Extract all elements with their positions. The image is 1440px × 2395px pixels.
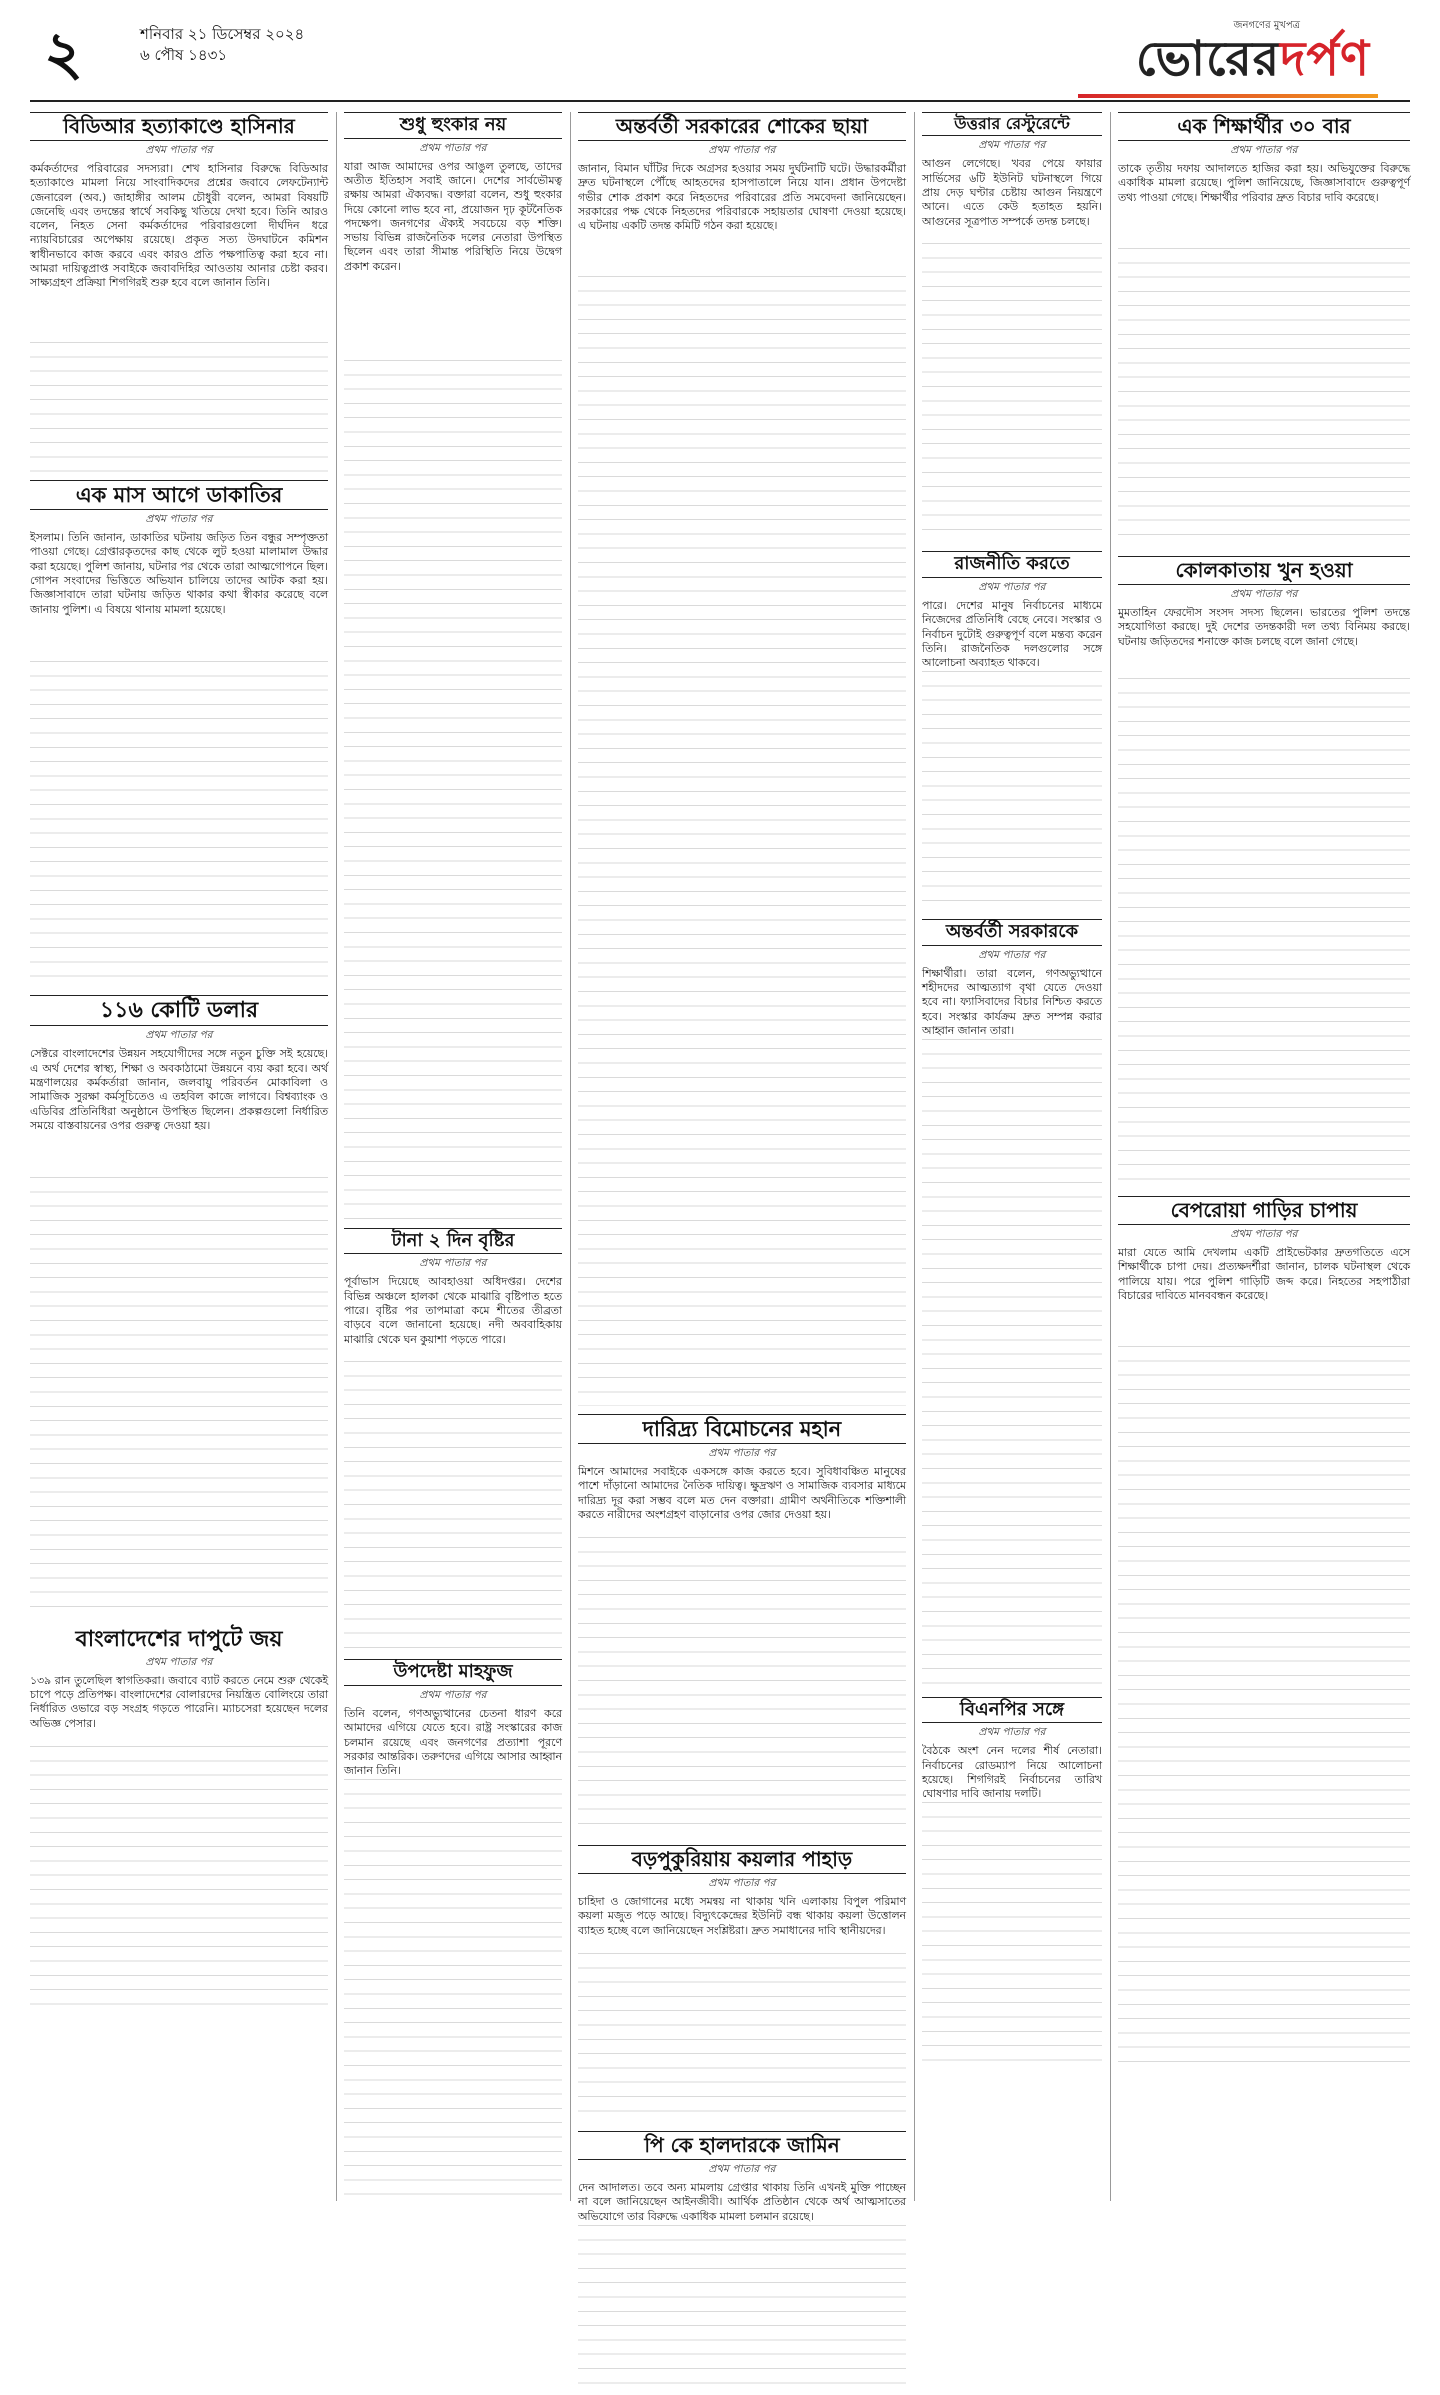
text-block	[922, 243, 1102, 543]
body-rain: পূর্বাভাস দিয়েছে আবহাওয়া অধিদপ্তর। দেশের বিভিন্ন অঞ্চলে হালকা থেকে মাঝারি বৃষ্টিপাত হতে পারে। বৃষ্টির পর তাপমাত্রা কমে শীতের তীব্রতা বাড়বে বলে জানানো হয়েছে। নদী অববাহিকায় মাঝারি থেকে ঘন কুয়াশা পড়তে পারে।	[344, 1275, 562, 1346]
jump-label: প্রথম পাতার পর	[1230, 588, 1298, 600]
masthead	[30, 10, 1410, 102]
column-divider	[336, 112, 337, 2201]
body-pk: দেন আদালত। তবে অন্য মামলায় গ্রেপ্তার থাকায় তিনি এখনই মুক্তি পাচ্ছেন না বলে জানিয়েছেন আইনজীবী। আর্থিক প্রতিষ্ঠান থেকে অর্থ আত্মসাতের অভিযোগে তার বিরুদ্ধে একাধিক মামলা চলমান রয়েছে।	[578, 2181, 906, 2223]
headline-hunkar: শুধু হুংকার নয়	[344, 112, 562, 139]
column-divider	[914, 112, 915, 2201]
column-4	[922, 112, 1102, 2201]
jump-label: প্রথম পাতার পর	[978, 1726, 1046, 1739]
jump-label: প্রথম পাতার পর	[419, 1689, 487, 1702]
headline-dakati: এক মাস আগে ডাকাতির	[30, 480, 328, 510]
body-shok: জানান, বিমান ঘাঁটির দিকে অগ্রসর হওয়ার সময় দুর্ঘটনাটি ঘটে। উদ্ধারকর্মীরা দ্রুত ঘটনাস্থলে পৌঁছে আহতদের হাসপাতালে নিয়ে যান। প্রধান উপদেষ্টা গভীর শোক প্রকাশ করে নিহতদের পরিবারের প্রতি সমবেদনা জানিয়েছেন। সরকারের পক্ষ থেকে নিহতদের পরিবারকে সহায়তার ঘোষণা দেওয়া হয়েছে। এ ঘটনায় একটি তদন্ত কমিটি গঠন করা হয়েছে।	[578, 162, 906, 233]
body-student: তাকে তৃতীয় দফায় আদালতে হাজির করা হয়। অভিযুক্তের বিরুদ্ধে একাধিক মামলা রয়েছে। পুলিশ জানিয়েছে, জিজ্ঞাসাবাদে গুরুত্বপূর্ণ তথ্য পাওয়া গেছে। শিক্ষার্থীর পরিবার দ্রুত বিচার দাবি করেছে।	[1118, 162, 1410, 204]
jump-label: প্রথম পাতার পর	[145, 144, 213, 156]
headline-car: বেপরোয়া গাড়ির চাপায়	[1118, 1196, 1410, 1225]
newspaper-logo	[1135, 18, 1370, 87]
headline-bdr: বিডিআর হত্যাকাণ্ডে হাসিনার	[30, 112, 328, 141]
article-restaurant	[922, 112, 1102, 543]
body-rajniti: পারে। দেশের মানুষ নির্বাচনের মাধ্যমে নিজেদের প্রতিনিধি বেছে নেবে। সংস্কার ও নির্বাচন দুটোই গুরুত্বপূর্ণ বলে মন্তব্য করেন তিনি। রাজনৈতিক দলগুলোর সঙ্গে আলোচনা অব্যাহত থাকবে।	[922, 599, 1102, 670]
body-cricket: ১৩৯ রান তুলেছিল স্বাগতিকরা। জবাবে ব্যাট করতে নেমে শুরু থেকেই চাপে পড়ে প্রতিপক্ষ। বাংলাদেশের বোলারদের নিয়ন্ত্রিত বোলিংয়ে তারা নির্ধারিত ওভারে বড় সংগ্রহ গড়তে পারেনি। ম্যাচসেরা হয়েছেন দলের অভিজ্ঞ পেসার।	[30, 1673, 328, 1730]
text-block	[30, 342, 328, 472]
column-3	[578, 112, 906, 2223]
article-cricket	[30, 1625, 328, 2005]
text-block	[922, 671, 1102, 911]
text-block	[578, 1537, 906, 1837]
body-restaurant: আগুন লেগেছে। খবর পেয়ে ফায়ার সার্ভিসের ৬টি ইউনিট ঘটনাস্থলে গিয়ে প্রায় দেড় ঘণ্টার চেষ্টায় আগুন নিয়ন্ত্রণে আনে। এতে কেউ হতাহত হয়নি। আগুনের সূত্রপাত সম্পর্কে তদন্ত চলছে।	[922, 157, 1102, 228]
text-block	[344, 1361, 562, 1651]
text-block	[30, 661, 328, 987]
headline-rajniti: রাজনীতি করতে	[922, 551, 1102, 578]
column-2	[344, 112, 562, 2201]
article-columns	[30, 112, 1410, 2223]
date-gregorian: শনিবার ২১ ডিসেম্বর ২০২৪	[140, 25, 305, 43]
text-block	[922, 1802, 1102, 2072]
text-block	[1118, 248, 1410, 548]
text-block	[344, 1779, 562, 2199]
headline-student: এক শিক্ষার্থীর ৩০ বার	[1118, 112, 1410, 141]
article-rajniti	[922, 551, 1102, 911]
logo-underline	[1078, 94, 1378, 98]
column-divider	[1110, 112, 1111, 2201]
body-kolkata: মুমতাহিন ফেরদৌস সংসদ সদস্য ছিলেন। ভারতের পুলিশ তদন্তে সহযোগিতা করছে। দুই দেশের তদন্তকারী দল তথ্য বিনিময় করছে। ঘটনায় জড়িতদের শনাক্তে কাজ চলছে বলে জানা গেছে।	[1118, 606, 1410, 648]
text-block	[30, 1746, 328, 2006]
headline-shok: অন্তর্বর্তী সরকারের শোকের ছায়া	[578, 112, 906, 141]
page-number: ২	[44, 19, 84, 89]
text-block	[344, 360, 562, 1220]
article-dollar	[30, 995, 328, 1617]
jump-label: প্রথম পাতার পর	[978, 139, 1046, 152]
text-block	[578, 276, 906, 1406]
logo-title	[1135, 31, 1370, 87]
headline-daridro: দারিদ্র্য বিমোচনের মহান	[578, 1414, 906, 1444]
date-bangla: ৬ পৌষ ১৪৩১	[140, 46, 228, 64]
jump-label: প্রথম পাতার পর	[419, 141, 487, 154]
text-block	[922, 1039, 1102, 1689]
jump-label: প্রথম পাতার পর	[419, 1257, 487, 1270]
article-sarkar	[922, 919, 1102, 1689]
logo-title-part2: দর্পণ	[1280, 31, 1370, 87]
body-bdr: কর্মকর্তাদের পরিবারের সদস্যরা। শেখ হাসিনার বিরুদ্ধে বিডিআর হত্যাকাণ্ডে মামলা নিয়ে সাংবাদিকদের প্রশ্নের জবাবে লেফটেন্যান্ট জেনারেল (অব.) জাহাঙ্গীর আলম চৌধুরী বলেন, আমরা বিষয়টি জেনেছি এবং তদন্তের স্বার্থে সবকিছু খতিয়ে দেখা হবে। তিনি আরও বলেন, নিহত সেনা কর্মকর্তাদের পরিবারগুলো দীর্ঘদিন ধরে ন্যায়বিচারের অপেক্ষায় রয়েছে। প্রকৃত সত্য উদঘাটনে কমিশন স্বাধীনভাবে কাজ করবে এবং কারও প্রতি পক্ষপাতিত্ব করা হবে না। আমরা দায়িত্বপ্রাপ্ত সবাইকে জবাবদিহির আওতায় আনার চেষ্টা করব। সাক্ষ্যগ্রহণ প্রক্রিয়া শিগগিরই শুরু হবে বলে জানান তিনি।	[30, 162, 328, 290]
jump-label: প্রথম পাতার পর	[145, 1029, 213, 1042]
column-5	[1118, 112, 1410, 2201]
headline-sarkar: অন্তর্বর্তী সরকারকে	[922, 919, 1102, 946]
jump-label: প্রথম পাতার পর	[708, 1447, 776, 1460]
article-bnp	[922, 1697, 1102, 2073]
body-bnp: বৈঠকে অংশ নেন দলের শীর্ষ নেতারা। নির্বাচনের রোডম্যাপ নিয়ে আলোচনা হয়েছে। শিগগিরই নির্বাচনের তারিখ ঘোষণার দাবি জানায় দলটি।	[922, 1744, 1102, 1801]
article-hunkar	[344, 112, 562, 1220]
logo-tagline: জনগণের মুখপত্র	[1233, 20, 1300, 31]
article-car	[1118, 1196, 1410, 2066]
article-daridro	[578, 1414, 906, 1837]
body-dollar: সেক্টরে বাংলাদেশের উন্নয়ন সহযোগীদের সঙ্গে নতুন চুক্তি সই হয়েছে। এ অর্থ দেশের স্বাস্থ্য, শিক্ষা ও অবকাঠামো উন্নয়নে ব্যয় করা হবে। অর্থ মন্ত্রণালয়ের কর্মকর্তারা জানান, জলবায়ু পরিবর্তন মোকাবিলা ও সামাজিক সুরক্ষা কর্মসূচিতেও এ তহবিল কাজে লাগবে। বিশ্বব্যাংক ও এডিবির প্রতিনিধিরা অনুষ্ঠানে উপস্থিত ছিলেন। প্রকল্পগুলো নির্ধারিত সময়ে বাস্তবায়নের ওপর গুরুত্ব দেওয়া হয়।	[30, 1047, 328, 1132]
jump-label: প্রথম পাতার পর	[708, 144, 776, 156]
column-divider	[570, 112, 571, 2201]
article-koyla	[578, 1845, 906, 2123]
body-dakati: ইসলাম। তিনি জানান, ডাকাতির ঘটনায় জড়িত তিন বন্ধুর সম্পৃক্ততা পাওয়া গেছে। গ্রেপ্তারকৃতদের কাছ থেকে লুট হওয়া মালামাল উদ্ধার করা হয়েছে। পুলিশ জানায়, ঘটনার পর থেকে তারা আত্মগোপনে ছিল। গোপন সংবাদের ভিত্তিতে অভিযান চালিয়ে তাদের আটক করা হয়। জিজ্ঞাসাবাদে তারা ঘটনায় জড়িত থাকার কথা স্বীকার করেছে বলে জানায় পুলিশ। এ বিষয়ে থানায় মামলা হয়েছে।	[30, 531, 328, 616]
jump-label: প্রথম পাতার পর	[978, 948, 1046, 961]
headline-bnp: বিএনপির সঙ্গে	[922, 1697, 1102, 1724]
headline-restaurant: উত্তরার রেস্টুরেন্টে	[922, 112, 1102, 136]
body-sarkar: শিক্ষার্থীরা। তারা বলেন, গণঅভ্যুত্থানে শহীদদের আত্মত্যাগ বৃথা যেতে দেওয়া হবে না। ফ্যাসিবাদের বিচার নিশ্চিত করতে হবে। সংস্কার কার্যক্রম দ্রুত সম্পন্ন করার আহ্বান জানান তারা।	[922, 966, 1102, 1037]
jump-label: প্রথম পাতার পর	[708, 1877, 776, 1890]
headline-mahfuz: উপদেষ্টা মাহফুজ	[344, 1659, 562, 1686]
headline-pk: পি কে হালদারকে জামিন	[578, 2131, 906, 2160]
jump-label: প্রথম পাতার পর	[145, 1655, 213, 1668]
body-daridro: মিশনে আমাদের সবাইকে একসঙ্গে কাজ করতে হবে। সুবিধাবঞ্চিত মানুষের পাশে দাঁড়ানো আমাদের নৈতিক দায়িত্ব। ক্ষুদ্রঋণ ও সামাজিক ব্যবসার মাধ্যমে দারিদ্র্য দূর করা সম্ভব বলে মত দেন বক্তারা। গ্রামীণ অর্থনীতিকে শক্তিশালী করতে নারীদের অংশগ্রহণ বাড়ানোর ওপর জোর দেওয়া হয়।	[578, 1465, 906, 1522]
article-rain	[344, 1228, 562, 1652]
body-car: মারা যেতে আমি দেখলাম একটি প্রাইভেটকার দ্রুতগতিতে এসে শিক্ষার্থীকে চাপা দেয়। প্রত্যক্ষদর্শীরা জানান, চালক ঘটনাস্থল থেকে পালিয়ে যায়। পরে পুলিশ গাড়িটি জব্দ করে। নিহতের সহপাঠীরা বিচারের দাবিতে মানববন্ধন করেছে।	[1118, 1246, 1410, 1302]
text-block	[578, 2225, 906, 2395]
body-koyla: চাহিদা ও জোগানের মধ্যে সমন্বয় না থাকায় খনি এলাকায় বিপুল পরিমাণ কয়লা মজুত পড়ে আছে। বিদ্যুৎকেন্দ্রের ইউনিট বন্ধ থাকায় কয়লা উত্তোলন ব্যাহত হচ্ছে বলে জানিয়েছেন সংশ্লিষ্টরা। দ্রুত সমাধানের দাবি স্থানীয়দের।	[578, 1895, 906, 1937]
headline-koyla: বড়পুকুরিয়ায় কয়লার পাহাড়	[578, 1845, 906, 1874]
body-hunkar: যারা আজ আমাদের ওপর আঙুল তুলছে, তাদের অতীত ইতিহাস সবাই জানে। দেশের সার্বভৌমত্ব রক্ষায় আমরা ঐক্যবদ্ধ। বক্তারা বলেন, শুধু হুংকার দিয়ে কোনো লাভ হবে না, প্রয়োজন দৃঢ় কূটনৈতিক পদক্ষেপ। জনগণের ঐক্যই সবচেয়ে বড় শক্তি। সভায় বিভিন্ন রাজনৈতিক দলের নেতারা উপস্থিত ছিলেন এবং তারা সীমান্ত পরিস্থিতি নিয়ে উদ্বেগ প্রকাশ করেন।	[344, 159, 562, 273]
jump-label: প্রথম পাতার পর	[978, 581, 1046, 594]
article-mahfuz	[344, 1659, 562, 2199]
article-pk	[578, 2131, 906, 2395]
text-block	[1118, 678, 1410, 1188]
jump-label: প্রথম পাতার পর	[1230, 144, 1298, 156]
jump-label: প্রথম পাতার পর	[708, 2163, 776, 2176]
headline-rain: টানা ২ দিন বৃষ্টির	[344, 1228, 562, 1255]
article-kolkata	[1118, 556, 1410, 1188]
jump-label: প্রথম পাতার পর	[1230, 1228, 1298, 1240]
article-dakati	[30, 480, 328, 987]
text-block	[578, 1953, 906, 2123]
article-shok	[578, 112, 906, 1406]
text-block	[1118, 1346, 1410, 2066]
headline-kolkata: কোলকাতায় খুন হওয়া	[1118, 556, 1410, 585]
issue-date	[140, 24, 304, 66]
jump-label: প্রথম পাতার পর	[145, 513, 213, 526]
article-student	[1118, 112, 1410, 548]
text-block	[30, 1177, 328, 1617]
headline-cricket: বাংলাদেশের দাপুটে জয়	[75, 1627, 283, 1653]
headline-dollar: ১১৬ কোটি ডলার	[30, 995, 328, 1026]
column-1	[30, 112, 328, 2201]
logo-title-part1: ভোরের	[1135, 31, 1281, 87]
body-mahfuz: তিনি বলেন, গণঅভ্যুত্থানের চেতনা ধারণ করে আমাদের এগিয়ে যেতে হবে। রাষ্ট্র সংস্কারের কাজ চলমান রয়েছে এবং জনগণের প্রত্যাশা পূরণে সরকার আন্তরিক। তরুণদের এগিয়ে আসার আহ্বান জানান তিনি।	[344, 1707, 562, 1778]
article-bdr	[30, 112, 328, 472]
